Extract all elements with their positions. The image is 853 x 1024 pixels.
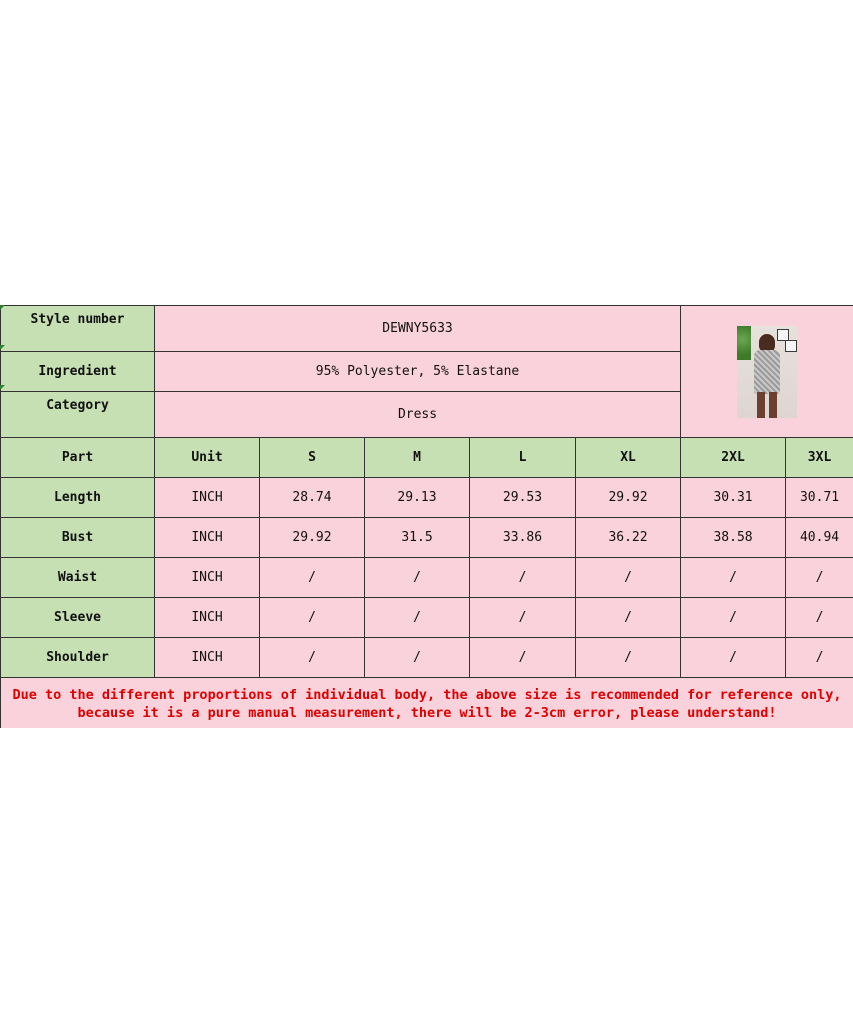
part-label: Sleeve [1, 598, 155, 638]
value-cell: / [470, 598, 576, 638]
value-cell: 40.94 [786, 518, 853, 558]
table-row [1, 478, 853, 518]
unit-cell: INCH [155, 598, 260, 638]
model-photo [737, 326, 797, 418]
size-chart-table [0, 305, 853, 728]
note-row [1, 678, 853, 729]
value-cell: 38.58 [681, 518, 786, 558]
style-number-label: Style number [1, 306, 155, 352]
unit-cell: INCH [155, 518, 260, 558]
value-cell: 30.31 [681, 478, 786, 518]
header-size-s: S [260, 438, 365, 478]
table-row [1, 558, 853, 598]
value-cell: / [681, 638, 786, 678]
value-cell: 30.71 [786, 478, 853, 518]
product-photo-cell [681, 306, 853, 438]
style-number-row [1, 306, 853, 352]
value-cell: / [260, 598, 365, 638]
ingredient-value: 95% Polyester, 5% Elastane [155, 352, 681, 392]
plant-decor [737, 326, 751, 360]
value-cell: / [365, 638, 470, 678]
value-cell: / [681, 598, 786, 638]
value-cell: / [260, 558, 365, 598]
header-unit: Unit [155, 438, 260, 478]
category-label: Category [1, 392, 155, 438]
unit-cell: INCH [155, 638, 260, 678]
value-cell: 29.13 [365, 478, 470, 518]
value-cell: 29.92 [260, 518, 365, 558]
value-cell: 28.74 [260, 478, 365, 518]
part-label: Waist [1, 558, 155, 598]
part-label: Bust [1, 518, 155, 558]
size-header-row [1, 438, 853, 478]
cell-comment-marker [0, 385, 5, 390]
value-cell: 36.22 [576, 518, 681, 558]
value-cell: / [786, 598, 853, 638]
value-cell: / [365, 558, 470, 598]
value-cell: 33.86 [470, 518, 576, 558]
table-row [1, 638, 853, 678]
value-cell: / [470, 638, 576, 678]
model-legs [757, 392, 777, 418]
value-cell: 29.92 [576, 478, 681, 518]
header-size-l: L [470, 438, 576, 478]
value-cell: / [576, 598, 681, 638]
part-label: Shoulder [1, 638, 155, 678]
value-cell: / [470, 558, 576, 598]
table-row [1, 518, 853, 558]
unit-cell: INCH [155, 478, 260, 518]
value-cell: 31.5 [365, 518, 470, 558]
value-cell: 29.53 [470, 478, 576, 518]
measurement-disclaimer: Due to the different proportions of individual body, the above size is recommended for reference only, because it is a pure manual measurement, there will be 2-3cm error, please understand! [1, 678, 853, 729]
value-cell: / [365, 598, 470, 638]
wall-frame-decor [785, 340, 797, 352]
header-size-3xl: 3XL [786, 438, 853, 478]
value-cell: / [260, 638, 365, 678]
category-value: Dress [155, 392, 681, 438]
header-part: Part [1, 438, 155, 478]
size-chart-sheet [0, 305, 853, 728]
style-number-value: DEWNY5633 [155, 306, 681, 352]
header-size-xl: XL [576, 438, 681, 478]
cell-comment-marker [0, 345, 5, 350]
table-row [1, 598, 853, 638]
value-cell: / [786, 638, 853, 678]
value-cell: / [576, 558, 681, 598]
cell-comment-marker [0, 305, 5, 310]
part-label: Length [1, 478, 155, 518]
ingredient-label: Ingredient [1, 352, 155, 392]
value-cell: / [786, 558, 853, 598]
header-size-m: M [365, 438, 470, 478]
unit-cell: INCH [155, 558, 260, 598]
value-cell: / [576, 638, 681, 678]
model-head [759, 334, 775, 352]
header-size-2xl: 2XL [681, 438, 786, 478]
value-cell: / [681, 558, 786, 598]
model-dress [754, 350, 780, 394]
